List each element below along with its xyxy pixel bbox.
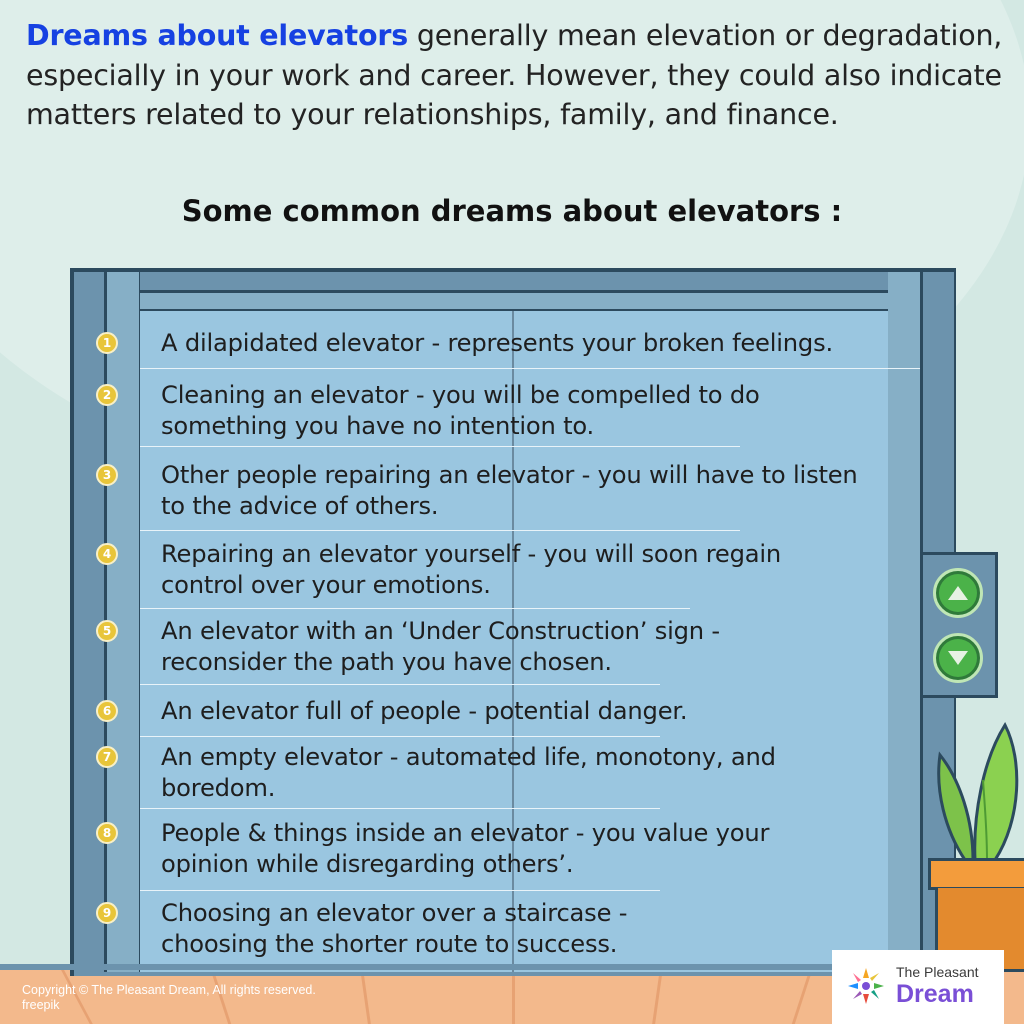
divider [140, 446, 740, 447]
item-number-badge: 9 [96, 902, 118, 924]
brand-logo [832, 950, 1004, 1024]
item-number-badge: 2 [96, 384, 118, 406]
intro-text: generally mean elevation or degradation, especially in your work and career. However, they could also indicate matters related to your relationships, family, and finance. [26, 19, 1003, 131]
divider [140, 368, 920, 369]
divider [140, 808, 660, 809]
item-text: Cleaning an elevator - you will be compelled to do something you have no intention to. [161, 381, 760, 440]
item-number-badge: 7 [96, 746, 118, 768]
item-text: People & things inside an elevator - you value your opinion while disregarding others’. [161, 819, 770, 878]
item-text: Repairing an elevator yourself - you will soon regain control over your emotions. [161, 540, 782, 599]
item-text: An elevator full of people - potential danger. [161, 697, 688, 725]
logo-text-big: Dream [896, 980, 974, 1008]
up-button[interactable] [933, 568, 983, 618]
plant-pot-rim [928, 858, 1024, 890]
item-text: Other people repairing an elevator - you will have to listen to the advice of others. [161, 461, 858, 520]
divider [140, 890, 660, 891]
divider [140, 608, 690, 609]
subheading: Some common dreams about elevators : [181, 194, 843, 228]
down-button[interactable] [933, 633, 983, 683]
down-arrow-icon [947, 650, 969, 666]
divider [140, 530, 740, 531]
item-number-badge: 6 [96, 700, 118, 722]
credit-line: freepik [22, 998, 60, 1012]
divider [140, 736, 660, 737]
logo-mark-icon [846, 966, 886, 1006]
item-number-badge: 4 [96, 543, 118, 565]
item-text: A dilapidated elevator - represents your broken feelings. [161, 329, 833, 357]
divider [140, 684, 660, 685]
item-text: Choosing an elevator over a staircase - choosing the shorter route to success. [161, 899, 628, 958]
logo-text-small: The Pleasant [896, 964, 979, 980]
item-number-badge: 1 [96, 332, 118, 354]
item-number-badge: 3 [96, 464, 118, 486]
item-number-badge: 5 [96, 620, 118, 642]
up-arrow-icon [947, 585, 969, 601]
copyright-line: Copyright © The Pleasant Dream, All rights reserved. [22, 983, 316, 997]
elevator-top-strip [140, 290, 888, 309]
copyright [22, 983, 316, 1013]
elevator-right-inner [888, 272, 923, 972]
item-text: An elevator with an ‘Under Construction’ sign - reconsider the path you have chosen. [161, 617, 720, 676]
intro-highlight: Dreams about elevators [26, 19, 408, 52]
intro-paragraph [26, 16, 1011, 135]
item-text: An empty elevator - automated life, monotony, and boredom. [161, 743, 776, 802]
item-number-badge: 8 [96, 822, 118, 844]
